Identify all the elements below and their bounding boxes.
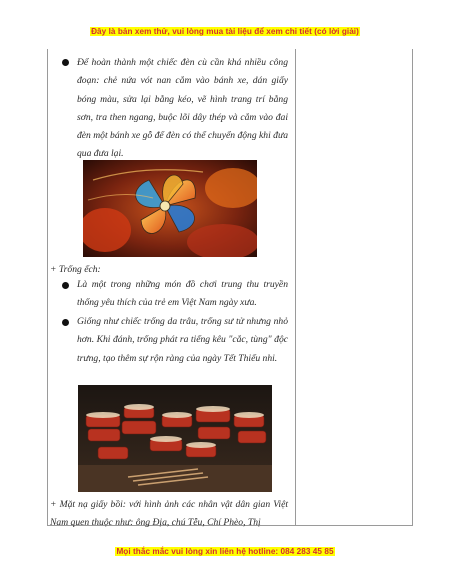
hotline-banner-text: Mọi thắc mắc vui lòng xin liên hệ hotline: 084 283 45 85 [116,547,334,556]
bullet-icon [62,282,69,289]
trong-ech-heading: + Trống ếch: [50,264,101,275]
trong-ech-bullet-2-text: Giống như chiếc trống da trâu, trống sư tử nhưng nhỏ hơn. Khi đánh, trống phát ra tiếng kêu "cắc, tùng" độc trưng, tạo thêm sự rộn ràng của ngày Tết Thiếu nhi. [77,316,288,364]
bullet-icon [62,319,69,326]
hotline-banner [0,547,450,556]
column-divider [295,49,296,525]
preview-banner-text: Đây là bản xem thử, vui lòng mua tài liệu để xem chi tiết (có lời giải) [91,27,359,36]
den-cu-bullet-text: Để hoàn thành một chiếc đèn cù cần khá nhiều công đoạn: chẻ nứa vót nan cắm vào bánh xe, dán giấy bóng màu, sửa lại bằng kéo, vẽ hình trang trí bằng sơn, tra then ngang, buộc lõi dây thép và cắm vào đai đèn một bánh xe gỗ để đèn có thể chuyển động khi đưa qua đưa lại. [77,57,288,160]
trong-ech-bullet-1-text: Là một trong những món đồ chơi trung thu truyền thống yêu thích của trẻ em Việt Nam ngày xưa. [77,279,288,309]
den-cu-lantern-image [83,160,257,257]
preview-banner [0,27,450,36]
bullet-icon [62,59,69,66]
mat-na-text: + Mặt nạ giấy bồi: với hình ảnh các nhân vật dân gian Việt Nam quen thuộc như: ông Địa, chú Tễu, Chí Phèo, Thị [50,499,288,529]
trong-ech-drums-image [78,385,272,492]
